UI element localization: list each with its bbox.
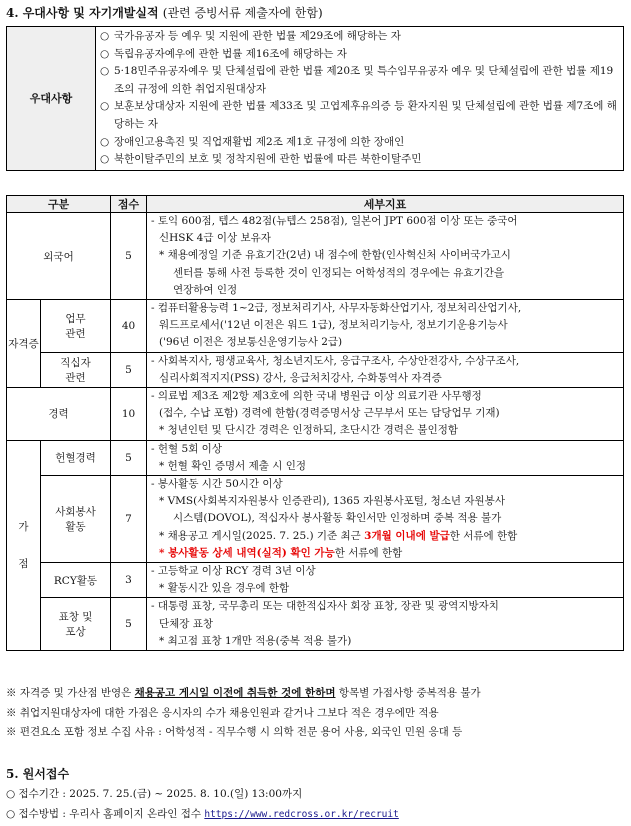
detail-record-highlight: * 봉사활동 상세 내역(실적) 확인 가능 [159,546,335,559]
note-2: ※ 취업지원대상자에 대한 가점은 응시자의 수가 채용인원과 같거나 그보다 적은 경우에만 적용 [6,706,439,719]
foreign-score: 5 [111,213,147,300]
preference-items [96,27,624,171]
preference-table [6,26,624,171]
cert-work-score: 40 [111,300,147,353]
bonus-label: 가 점 [7,440,41,650]
career-detail: - 의료법 제3조 제2항 제3호에 의한 국내 병원급 이상 의료기관 사무행정 (접수, 수납 포함) 경력에 한함(경력증명서상 근무부서 또는 담당업무 기재) * 청년인턴 및 단시간 경력은 인정하되, 초단시간 경력은 불인정함 [147,388,624,441]
career-label: 경력 [7,388,111,441]
notes [6,684,626,743]
cert-duty-detail: - 사회복지사, 평생교육사, 청소년지도사, 응급구조사, 수상안전강사, 수상구조사, 심리사회적지지(PSS) 강사, 응급처치강사, 수화통역사 자격증 [147,352,624,387]
section-5-title: 5. 원서접수 [6,767,70,781]
cert-duty-score: 5 [111,352,147,387]
header-detail: 세부지표 [147,196,624,213]
foreign-label: 외국어 [7,213,111,300]
preference-item: ○ 장애인고용촉진 및 직업재활법 제2조 제1호 규정에 의한 장애인 [100,135,405,148]
apply-method: ○ 접수방법 : 우리사 홈페이지 온라인 접수 https://www.redcross.or.kr/recruit [6,808,399,820]
header-category: 구분 [7,196,111,213]
blood-label: 헌혈경력 [41,440,111,475]
rcy-label: RCY활동 [41,563,111,598]
volunteer-score: 7 [111,476,147,563]
rcy-detail: - 고등학교 이상 RCY 경력 3년 이상 * 활동시간 있을 경우에 한함 [147,563,624,598]
award-label: 표창 및 포상 [41,598,111,651]
cert-duty-label: 직십자 관련 [41,352,111,387]
recruit-link[interactable]: https://www.redcross.or.kr/recruit [204,809,399,820]
header-score: 점수 [111,196,147,213]
preference-item: ○ 국가유공자 등 예우 및 지원에 관한 법률 제29조에 해당하는 자 [100,30,401,42]
score-table [6,195,624,651]
award-score: 5 [111,598,147,651]
blood-detail: - 헌혈 5회 이상 * 헌혈 확인 증명서 제출 시 인정 [147,440,624,475]
career-score: 10 [111,388,147,441]
preference-label: 우대사항 [7,27,96,171]
apply-period: ○ 접수기간 : 2025. 7. 25.(금) ~ 2025. 8. 10.(일) 13:00까지 [6,788,303,800]
blood-score: 5 [111,440,147,475]
section-4-subtitle: (관련 증빙서류 제출자에 한함) [162,6,323,20]
rcy-score: 3 [111,563,147,598]
preference-item: ○ 북한이탈주민의 보호 및 정착지원에 관한 법률에 따른 북한이탈주민 [100,153,422,166]
preference-item: ○ 보훈보상대상자 지원에 관한 법률 제33조 및 고엽제후유의증 등 환자지원 및 단체설립에 관한 법률 제7조에 해당하는 자 [100,100,617,130]
volunteer-detail: - 봉사활동 시간 50시간 이상 * VMS(사회복지자원봉사 인증관리), 1365 자원봉사포털, 청소년 자원봉사 시스템(DOVOL), 적십자사 봉사활동 확인서만 인정하며 중복 적용 불가 * 채용공고 게시일(2025. 7. 25.) 기준 최근 3개월 이내에 발급한 서류에 한함 * 봉사활동 상세 내역(실적) 확인 가능한 서류에 한함 [147,476,624,563]
cert-work-detail: - 컴퓨터활용능력 1~2급, 정보처리기사, 사무자동화산업기사, 정보처리산업기사, 워드프로세서('12년 이전은 워드 1급), 정보처리기능사, 정보기기운용기능사 ('96년 이전은 정보통신운영기능사 2급) [147,300,624,353]
section-4-title [6,4,323,21]
foreign-detail: - 토익 600점, 텝스 482점(뉴텝스 258점), 일본어 JPT 600점 이상 또는 중국어 신HSK 4급 이상 보유자 * 채용예정일 기준 유효기간(2년) 내 점수에 한함(인사혁신처 사이버국가고시 센터를 통해 사전 등록한 것이 인정되는 어학성적의 경우에는 유효기간을 연장하여 인정 [147,213,624,300]
preference-item: ○ 독립유공자예우에 관한 법률 제16조에 해당하는 자 [100,47,347,60]
note-3: ※ 편견요소 포함 정보 수집 사유 : 어학성적 - 직무수행 시 의학 전문 용어 사용, 외국인 민원 응대 등 [6,726,463,738]
volunteer-label: 사회봉사 활동 [41,476,111,563]
recent-3-months-highlight: 3개월 이내에 발급 [364,529,450,542]
cert-work-label: 업무 관련 [41,300,111,353]
cert-label: 자격증 [7,300,41,388]
preference-item: ○ 5·18민주유공자예우 및 단체설립에 관한 법률 제20조 및 특수임무유공자 예우 및 단체설립에 관한 법률 제19조의 규정에 의한 취업지원대상자 [100,65,614,95]
section-4-heading: 4. 우대사항 및 자기개발실적 [6,6,159,20]
note-1: ※ 자격증 및 가산점 반영은 채용공고 게시일 이전에 취득한 것에 한하며 항목별 가점사항 중복적용 불가 [6,687,481,699]
award-detail: - 대통령 표창, 국무총리 또는 대한적십자사 회장 표창, 장관 및 광역지방자치 단체장 표창 * 최고점 표창 1개만 적용(중복 적용 불가) [147,598,624,651]
